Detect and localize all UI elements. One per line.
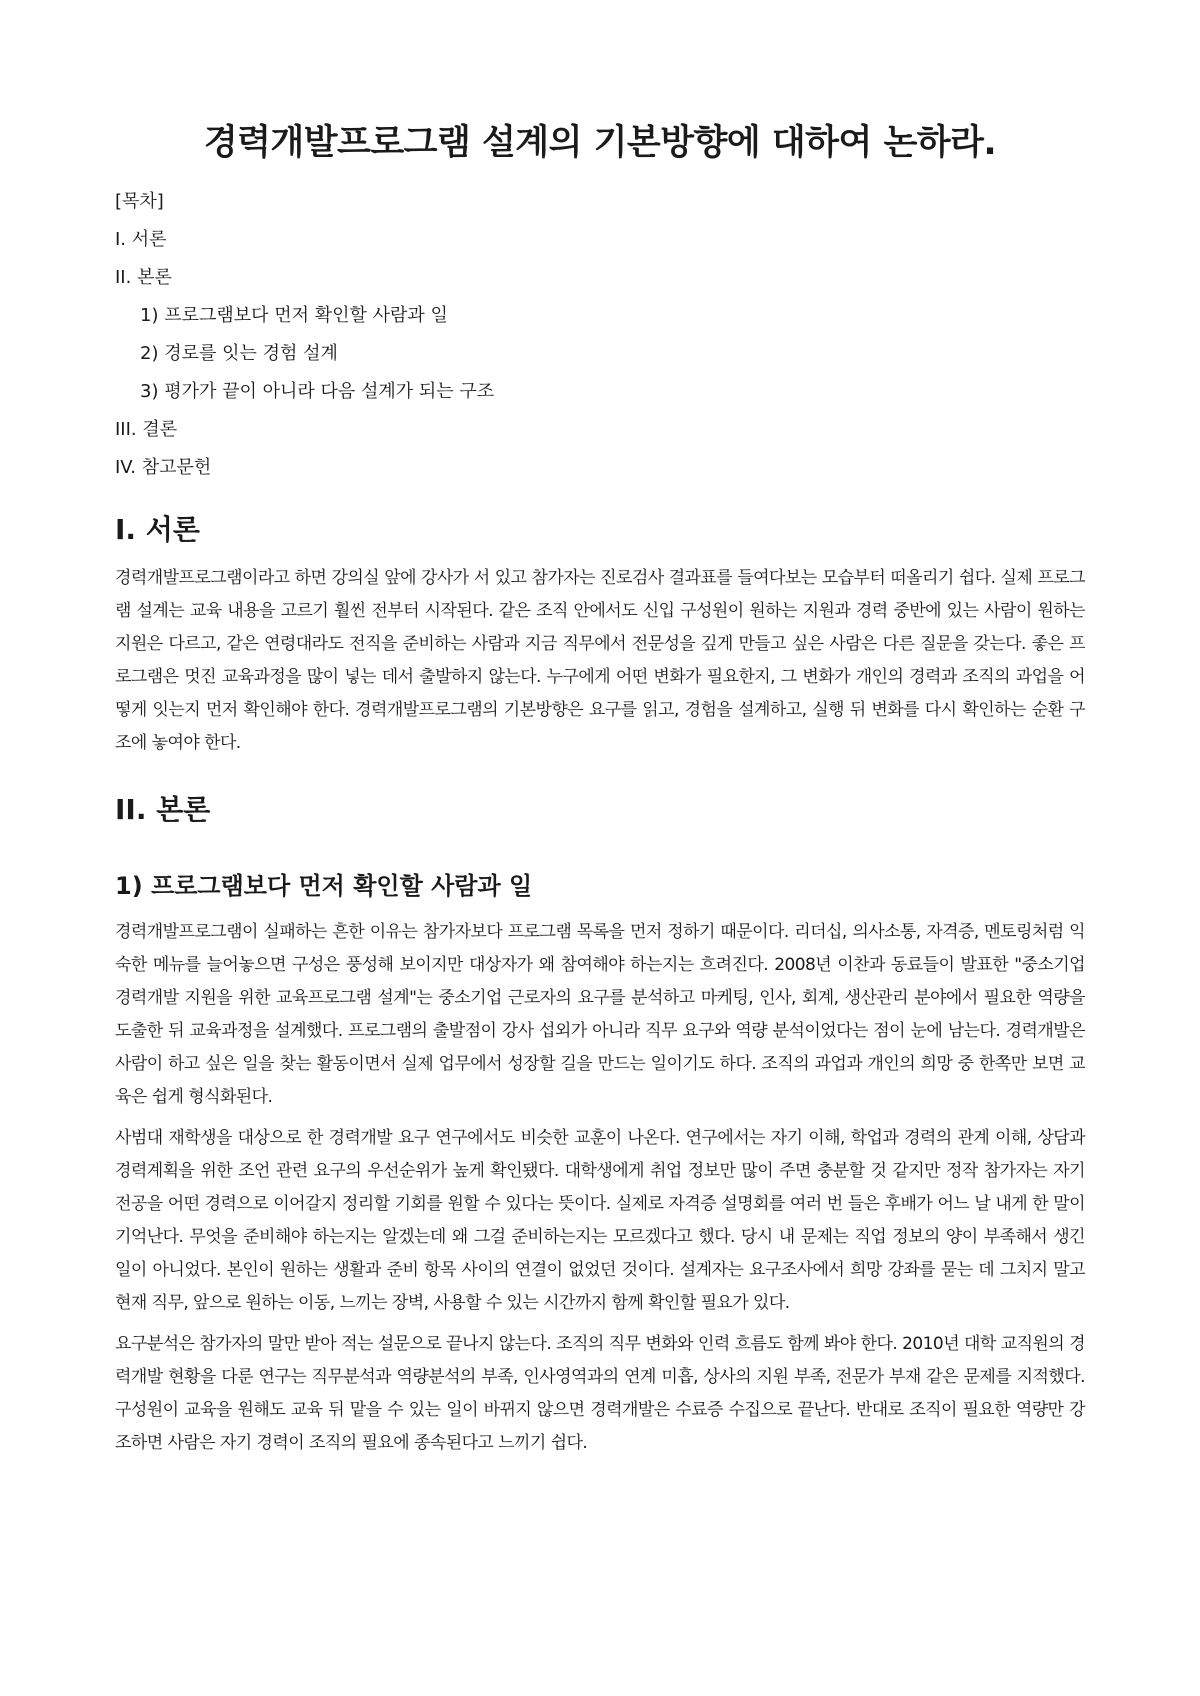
body-heading: II. 본론: [115, 793, 211, 826]
body-paragraph-1: 경력개발프로그램이 실패하는 흔한 이유는 참가자보다 프로그램 목록을 먼저 정하기 때문이다. 리더십, 의사소통, 자격증, 멘토링처럼 익숙한 메뉴를 늘어놓으면 구성은 풍성해 보이지만 대상자가 왜 참여해야 하는지는 흐려진다. 2008년 이찬과 동료들이 발표한 "중소기업 경력개발 지원을 위한 교육프로그램 설계"는 중소기업 근로자의 요구를 분석하고 마케팅, 인사, 회계, 생산관리 분야에서 필요한 역량을 도출한 뒤 교육과정을 설계했다. 프로그램의 출발점이 강사 섭외가 아니라 직무 요구와 역량 분석이었다는 점이 눈에 남는다. 경력개발은 사람이 하고 싶은 일을 찾는 활동이면서 실제 업무에서 성장할 길을 만드는 일이기도 하다. 조직의 과업과 개인의 희망 중 한쪽만 보면 교육은 쉽게 형식화된다.: [115, 922, 1085, 1107]
document-title: 경력개발프로그램 설계의 기본방향에 대하여 논하라.: [203, 123, 997, 163]
body-paragraph-2: 사범대 재학생을 대상으로 한 경력개발 요구 연구에서도 비슷한 교훈이 나온다. 연구에서는 자기 이해, 학업과 경력의 관계 이해, 상담과 경력계획을 위한 조언 관련 요구의 우선순위가 높게 확인됐다. 대학생에게 취업 정보만 많이 주면 충분할 것 같지만 정작 참가자는 자기 전공을 어떤 경력으로 이어갈지 정리할 기회를 원할 수 있다는 뜻이다. 실제로 자격증 설명회를 여러 번 들은 후배가 어느 날 내게 한 말이 기억난다. 무엇을 준비해야 하는지는 알겠는데 왜 그걸 준비하는지는 모르겠다고 했다. 당시 내 문제는 직업 정보의 양이 부족해서 생긴 일이 아니었다. 본인이 원하는 생활과 준비 항목 사이의 연결이 없었던 것이다. 설계자는 요구조사에서 희망 강좌를 묻는 데 그치지 말고 현재 직무, 앞으로 원하는 이동, 느끼는 장벽, 사용할 수 있는 시간까지 함께 확인할 필요가 있다.: [115, 1128, 1085, 1313]
table-of-contents: [115, 190, 1085, 480]
toc-item-conclusion: III. 결론: [115, 419, 178, 440]
toc-item-body-1: 1) 프로그램보다 먼저 확인할 사람과 일: [140, 305, 448, 326]
toc-item-body-3: 3) 평가가 끝이 아니라 다음 설계가 되는 구조: [140, 381, 495, 402]
toc-item-references: IV. 참고문헌: [115, 457, 212, 478]
toc-item-body-2: 2) 경로를 잇는 경험 설계: [140, 343, 338, 364]
intro-paragraph: 경력개발프로그램이라고 하면 강의실 앞에 강사가 서 있고 참가자는 진로검사 결과표를 들여다보는 모습부터 떠올리기 쉽다. 실제 프로그램 설계는 교육 내용을 고르기 훨씬 전부터 시작된다. 같은 조직 안에서도 신입 구성원이 원하는 지원과 경력 중반에 있는 사람이 원하는 지원은 다르고, 같은 연령대라도 전직을 준비하는 사람과 지금 직무에서 전문성을 깊게 만들고 싶은 사람은 다른 질문을 갖는다. 좋은 프로그램은 멋진 교육과정을 많이 넣는 데서 출발하지 않는다. 누구에게 어떤 변화가 필요한지, 그 변화가 개인의 경력과 조직의 과업을 어떻게 잇는지 먼저 확인해야 한다. 경력개발프로그램의 기본방향은 요구를 읽고, 경험을 설계하고, 실행 뒤 변화를 다시 확인하는 순환 구조에 놓여야 한다.: [115, 568, 1085, 753]
body-paragraph-3: 요구분석은 참가자의 말만 받아 적는 설문으로 끝나지 않는다. 조직의 직무 변화와 인력 흐름도 함께 봐야 한다. 2010년 대학 교직원의 경력개발 현황을 다룬 연구는 직무분석과 역량분석의 부족, 인사영역과의 연계 미흡, 상사의 지원 부족, 전문가 부재 같은 문제를 지적했다. 구성원이 교육을 원해도 교육 뒤 맡을 수 있는 일이 바뀌지 않으면 경력개발은 수료증 수집으로 끝난다. 반대로 조직이 필요한 역량만 강조하면 사람은 자기 경력이 조직의 필요에 종속된다고 느끼기 쉽다.: [115, 1334, 1085, 1453]
intro-section: [115, 510, 1085, 760]
intro-heading: I. 서론: [115, 513, 200, 546]
body-subsection-1-heading: 1) 프로그램보다 먼저 확인할 사람과 일: [115, 872, 533, 900]
toc-item-body: II. 본론: [115, 267, 172, 288]
body-section: [115, 790, 1085, 1460]
toc-item-intro: I. 서론: [115, 229, 167, 250]
toc-heading: [목차]: [115, 191, 164, 212]
